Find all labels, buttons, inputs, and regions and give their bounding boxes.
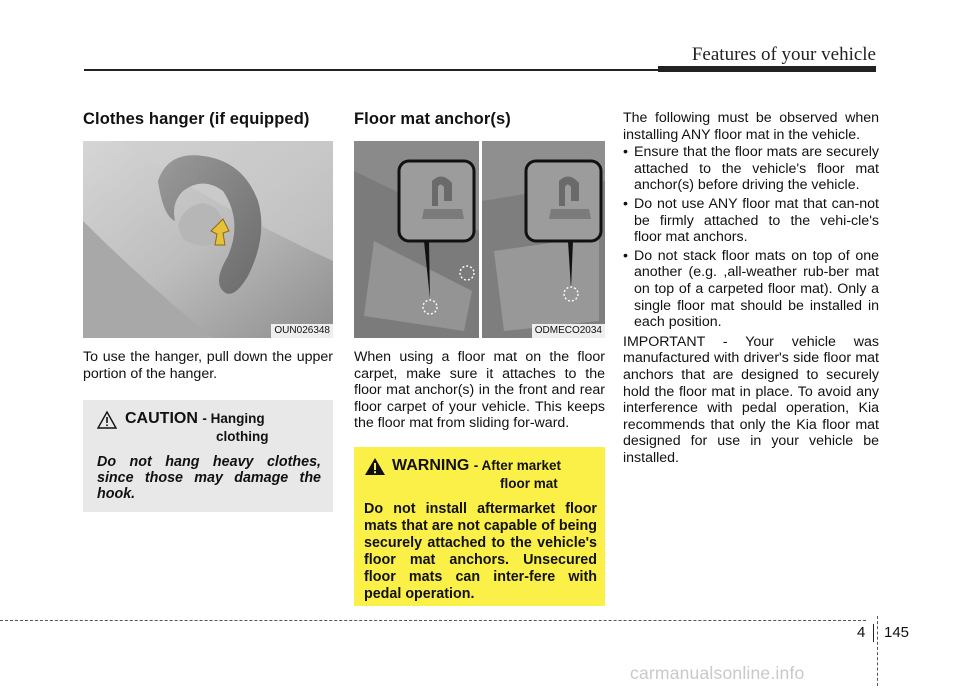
- watermark: carmanualsonline.info: [630, 663, 805, 683]
- floor-mat-rules-list: [623, 144, 879, 331]
- column-right: [623, 110, 879, 466]
- caution-subtitle: - Hanging: [202, 411, 265, 427]
- warning-subtitle: - After market: [473, 457, 562, 473]
- section-heading-clothes-hanger: Clothes hanger (if equipped): [83, 110, 310, 128]
- figure-code-label: OUN026348: [271, 324, 333, 338]
- warning-triangle-icon: [364, 457, 386, 476]
- caution-subtitle-cont: clothing: [216, 429, 269, 445]
- page-number: 145: [884, 624, 910, 641]
- caution-triangle-icon: [97, 411, 117, 429]
- page-number-divider: [873, 624, 874, 642]
- clothes-hanger-figure: [83, 141, 333, 338]
- caution-text: Do not hang heavy clothes, since those may damage the hook.: [97, 454, 321, 503]
- column-left: [83, 110, 333, 512]
- list-item: • Ensure that the floor mats are securely attached to the vehicle's floor mat anchor(s) before driving the vehicle.: [623, 144, 879, 194]
- floor-mat-anchor-photo: [354, 141, 605, 338]
- figure-code-label: ODMECO2034: [532, 324, 605, 338]
- column-middle: [354, 110, 605, 606]
- floor-mat-intro: The following must be observed when installing ANY floor mat in the vehicle.: [623, 110, 879, 143]
- footer-rule: [0, 620, 866, 621]
- warning-text: Do not install aftermarket floor mats that are not capable of being securely attached to the vehicle's floor mat anchors. Unsecured floor mats can inter-fere with pedal operation.: [364, 500, 597, 602]
- warning-word: WARNING: [392, 456, 470, 474]
- footer-vertical-rule: [877, 616, 878, 686]
- floor-mat-anchor-text: When using a floor mat on the floor carpet, make sure it attaches to the floor mat anchor(s) in the front and rear floor carpet of your vehicle. This keeps the floor mat from sliding for-ward.: [354, 349, 605, 432]
- page-header-title: Features of your vehicle: [691, 44, 876, 65]
- floor-mat-anchor-figure: [354, 141, 605, 338]
- list-item: • Do not use ANY floor mat that can-not be firmly attached to the vehi-cle's floor mat anchors.: [623, 196, 879, 246]
- warning-box: [354, 447, 605, 606]
- list-item: • Do not stack floor mats on top of one another (e.g. ,all-weather rub-ber mat on top of a carpeted floor mat). Only a single floor mat should be installed in each position.: [623, 248, 879, 331]
- important-note: IMPORTANT - Your vehicle was manufactured with driver's side floor mat anchors that are designed to securely hold the floor mat in place. To avoid any interference with pedal operation, Kia recommends that only the Kia floor mat designed for use in your vehicle be installed.: [623, 333, 879, 466]
- chapter-number: 4: [857, 624, 866, 641]
- section-heading-floor-mat-anchor: Floor mat anchor(s): [354, 110, 511, 128]
- warning-subtitle-cont: floor mat: [500, 475, 558, 491]
- clothes-hanger-text: To use the hanger, pull down the upper portion of the hanger.: [83, 349, 333, 382]
- header-rule: [84, 69, 658, 71]
- caution-word: CAUTION: [125, 410, 198, 428]
- caution-box: [83, 400, 333, 512]
- clothes-hanger-photo: [83, 141, 333, 338]
- header-rule-accent: [658, 66, 876, 72]
